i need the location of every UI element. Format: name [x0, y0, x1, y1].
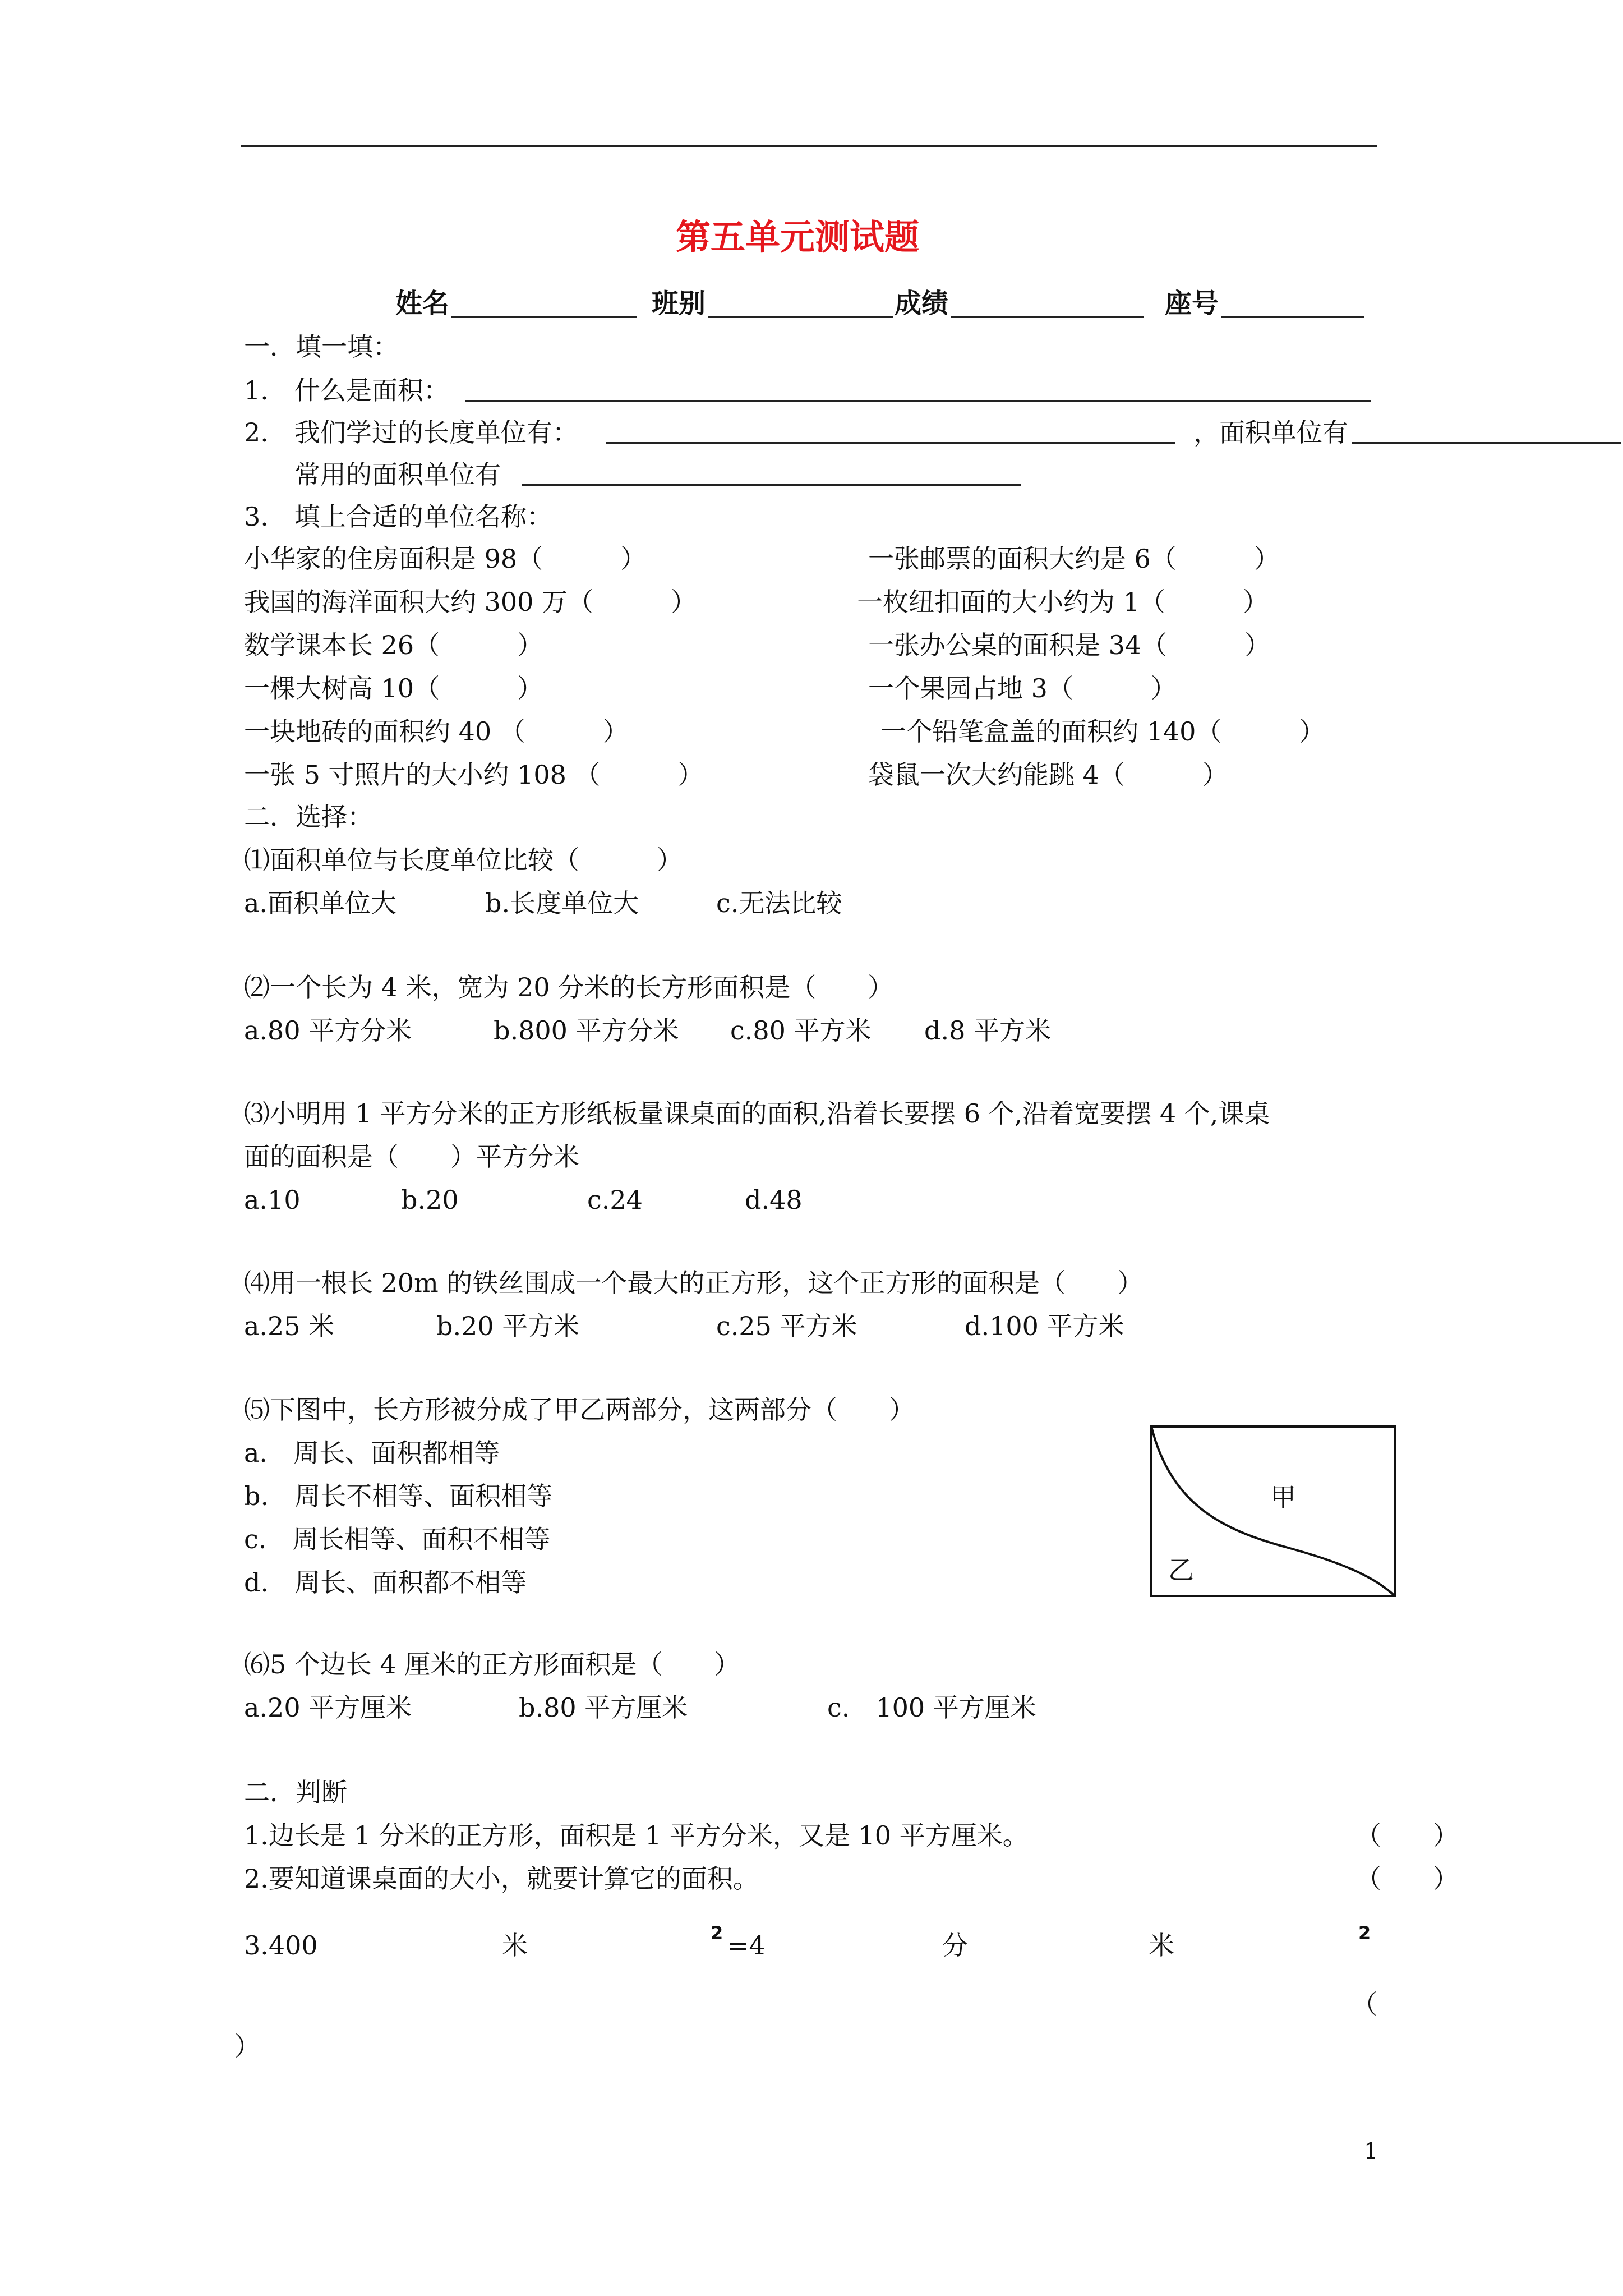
label-yi: 乙: [1168, 1555, 1194, 1585]
score-blank[interactable]: [951, 316, 1144, 318]
option: c.无法比较: [716, 888, 842, 918]
fill-item-left: 小华家的住房面积是 98（ ）: [244, 544, 647, 574]
option: c.25 平方米: [716, 1311, 857, 1341]
s1-q2-common-blank[interactable]: [522, 484, 1021, 486]
s2-q1: ⑴面积单位与长度单位比较（ ）: [244, 845, 683, 875]
option: a. 周长、面积都相等: [244, 1438, 500, 1468]
s1-q1-blank[interactable]: [465, 400, 1371, 402]
option: b.800 平方分米: [494, 1015, 679, 1046]
option: a.25 米: [244, 1311, 335, 1341]
option: c.80 平方米: [730, 1015, 872, 1046]
judge-q2: 2.要知道课桌面的大小，就要计算它的面积。: [244, 1864, 759, 1894]
seat-label: 座号: [1165, 288, 1219, 319]
page-number: 1: [1364, 2138, 1378, 2164]
s1-q2c: 常用的面积单位有: [294, 459, 501, 490]
fill-item-left: 一棵大树高 10（ ）: [244, 673, 543, 703]
option: a.80 平方分米: [244, 1015, 412, 1046]
judge-bracket[interactable]: （ ）: [1355, 1864, 1459, 1894]
fill-item-left: 一张 5 寸照片的大小约 108 （ ）: [244, 760, 704, 790]
option: b. 周长不相等、面积相等: [244, 1481, 553, 1511]
judge-q3-part: 米: [502, 1930, 528, 1961]
page-title: 第五单元测试题: [676, 217, 920, 257]
section2-heading: 二．选择：: [244, 802, 373, 832]
s2-q3-line2: 面的面积是（ ）平方分米: [244, 1142, 579, 1172]
option: a.20 平方厘米: [244, 1692, 412, 1723]
judge-bracket[interactable]: （ ）: [1355, 1820, 1459, 1851]
s1-q3: 3. 填上合适的单位名称：: [244, 501, 552, 532]
fill-item-right: 一个铅笔盒盖的面积约 140（ ）: [880, 716, 1325, 747]
option: d.48: [745, 1185, 803, 1215]
option: b.20: [401, 1185, 459, 1215]
class-label: 班别: [652, 288, 706, 319]
s2-q2: ⑵一个长为 4 米，宽为 20 分米的长方形面积是（ ）: [244, 972, 894, 1002]
section1-heading: 一．填一填：: [244, 332, 399, 362]
judge-q1: 1.边长是 1 分米的正方形，面积是 1 平方分米，又是 10 平方厘米。: [244, 1820, 1029, 1851]
header-rule: [241, 145, 1377, 147]
fill-item-right: 一张邮票的面积大约是 6（ ）: [868, 544, 1280, 574]
fill-item-right: 袋鼠一次大约能跳 4（ ）: [868, 760, 1228, 790]
fill-item-right: 一张办公桌的面积是 34（ ）: [868, 630, 1271, 660]
s1-q2b: ，面积单位有: [1193, 417, 1348, 448]
judge-q3-exponent: 2: [1358, 1922, 1371, 1944]
judge-q3-part: 分: [942, 1930, 968, 1961]
option: c. 100 平方厘米: [827, 1692, 1036, 1723]
option: c.24: [587, 1185, 643, 1215]
s1-q2-area-blank[interactable]: [1352, 442, 1621, 444]
class-blank[interactable]: [708, 316, 893, 318]
option: d.100 平方米: [965, 1311, 1124, 1341]
s2-q4: ⑷用一根长 20m 的铁丝围成一个最大的正方形，这个正方形的面积是（ ）: [244, 1268, 1144, 1298]
seat-blank[interactable]: [1221, 316, 1364, 318]
s2-q5: ⑸下图中，长方形被分成了甲乙两部分，这两部分（ ）: [244, 1395, 915, 1425]
s2-q3-line1: ⑶小明用 1 平方分米的正方形纸板量课桌面的面积,沿着长要摆 6 个,沿着宽要摆 4 个,课桌: [244, 1098, 1270, 1129]
name-label: 姓名: [395, 288, 450, 319]
option: c. 周长相等、面积不相等: [244, 1524, 551, 1554]
judge-q3-close-bracket[interactable]: ）: [234, 2031, 260, 2062]
option: a.面积单位大: [244, 888, 397, 918]
section3-heading: 二．判断: [244, 1777, 347, 1807]
option: b.长度单位大: [485, 888, 639, 918]
fill-item-right: 一个果园占地 3（ ）: [868, 673, 1177, 703]
score-label: 成绩: [895, 288, 949, 319]
judge-q3-part: =4: [727, 1930, 766, 1961]
s2-q6: ⑹5 个边长 4 厘米的正方形面积是（ ）: [244, 1649, 740, 1680]
option: d.8 平方米: [924, 1015, 1051, 1046]
option: d. 周长、面积都不相等: [244, 1567, 527, 1598]
judge-q3-part: 3.400: [244, 1930, 318, 1961]
judge-q3-part: 米: [1149, 1930, 1174, 1961]
option: a.10: [244, 1185, 301, 1215]
fill-item-left: 一块地砖的面积约 40 （ ）: [244, 716, 629, 747]
judge-q3-open-bracket[interactable]: （: [1352, 1989, 1377, 2019]
label-jia: 甲: [1270, 1482, 1296, 1512]
rectangle-figure: [1150, 1425, 1396, 1599]
s1-q1: 1. 什么是面积：: [244, 375, 449, 406]
option: b.80 平方厘米: [519, 1692, 688, 1723]
s1-q2-length-blank[interactable]: [606, 442, 1175, 444]
fill-item-left: 我国的海洋面积大约 300 万（ ）: [244, 587, 697, 617]
fill-item-right: 一枚纽扣面的大小约为 1（ ）: [857, 587, 1269, 617]
judge-q3-exponent: 2: [711, 1922, 723, 1944]
fill-item-left: 数学课本长 26（ ）: [244, 630, 543, 660]
s1-q2a: 2. 我们学过的长度单位有：: [244, 417, 578, 448]
name-blank[interactable]: [451, 316, 637, 318]
option: b.20 平方米: [436, 1311, 580, 1341]
